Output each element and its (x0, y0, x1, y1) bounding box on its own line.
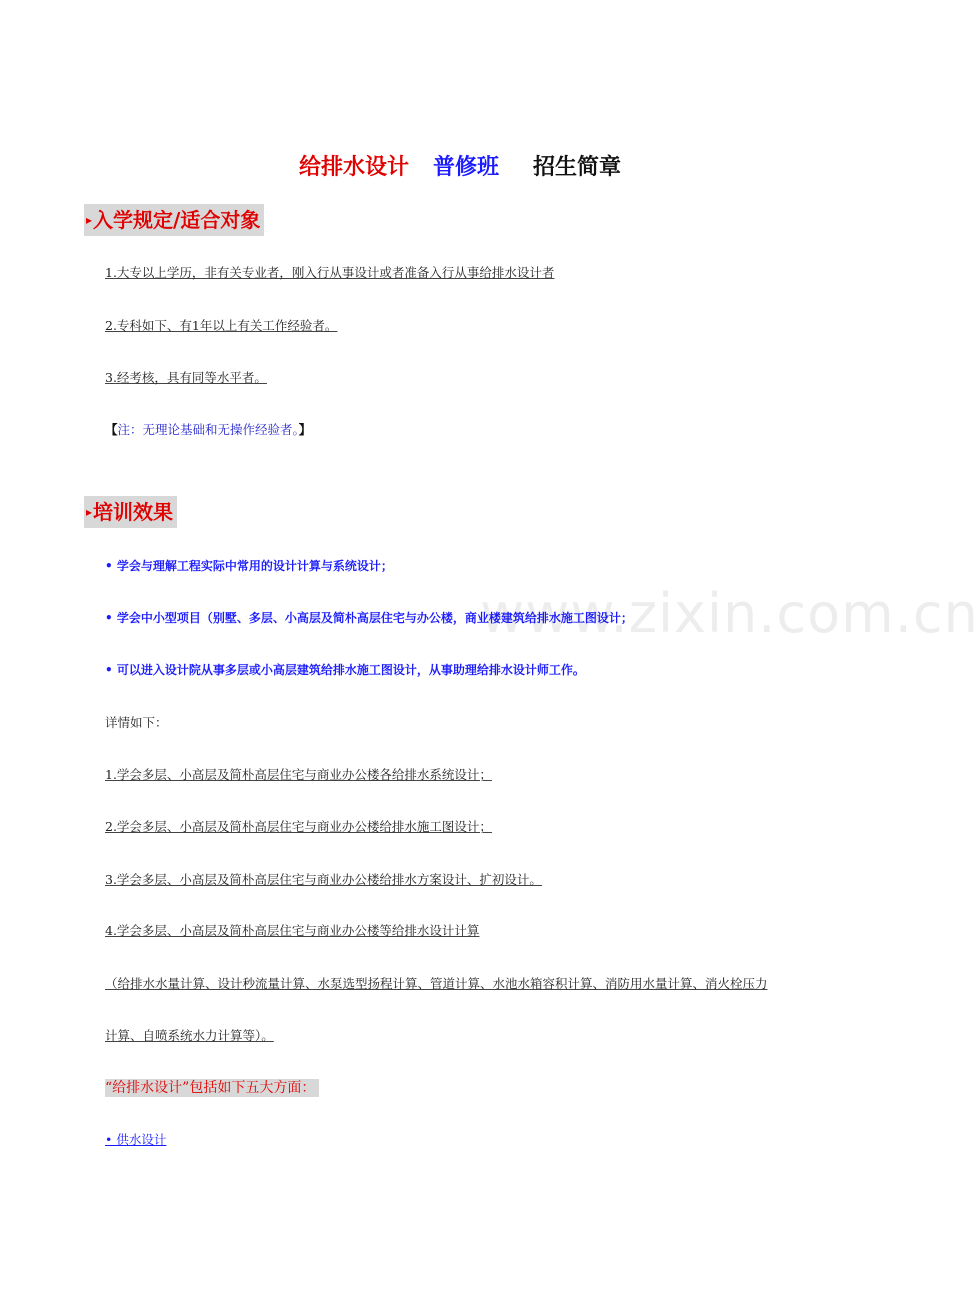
triangle-marker-icon: ▸ (86, 505, 93, 519)
note-text: 注：无理论基础和无操作经验者。 (117, 422, 299, 437)
five-aspects-callout (105, 1079, 319, 1097)
section-heading-effects (84, 496, 177, 528)
section-heading-label: 培训效果 (93, 500, 174, 524)
section-heading-label: 入学规定/适合对象 (93, 208, 261, 232)
title-part-3: 招生简章 (533, 155, 622, 180)
detail-item-4: 4.学会多层、小高层及简朴高层住宅与商业办公楼等给排水设计计算 (105, 923, 480, 938)
effect-bullet-1: • 学会与理解工程实际中常用的设计计算与系统设计； (105, 559, 393, 573)
admission-item-1: 1.大专以上学历，非有关专业者，刚入行从事设计或者准备入行从事给排水设计者 (105, 265, 555, 280)
section-heading-admission (84, 204, 264, 236)
calc-detail-line-1: （给排水水量计算、设计秒流量计算、水泵选型扬程计算、管道计算、水池水箱容积计算、消防用水量计算、消火栓压力 (105, 976, 768, 991)
detail-item-2: 2.学会多层、小高层及简朴高层住宅与商业办公楼给排水施工图设计； (105, 819, 492, 834)
admission-item-2: 2.专科如下、有1年以上有关工作经验者。 (105, 318, 338, 333)
calc-detail-line-2: 计算、自喷系统水力计算等）。 (105, 1028, 274, 1043)
details-label: 详情如下： (105, 715, 168, 730)
title-part-2: 普修班 (432, 155, 499, 180)
detail-item-1: 1.学会多层、小高层及简朴高层住宅与商业办公楼各给排水系统设计； (105, 767, 492, 782)
admission-note (105, 421, 311, 439)
effect-bullet-3: • 可以进入设计院从事多层或小高层建筑给排水施工图设计，从事助理给排水设计师工作。 (105, 663, 585, 677)
watermark: www.zixin.com.cn (480, 582, 979, 645)
note-bracket-close: 】 (298, 422, 312, 437)
detail-item-3: 3.学会多层、小高层及简朴高层住宅与商业办公楼给排水方案设计、扩初设计。 (105, 872, 542, 887)
highlight-text: “给排水设计”包括如下五大方面： (105, 1079, 319, 1097)
admission-item-3: 3.经考核，具有同等水平者。 (105, 370, 267, 385)
page-title (0, 150, 920, 181)
title-part-1: 给排水设计 (298, 155, 409, 180)
aspect-link-water-supply[interactable]: • 供水设计 (105, 1132, 167, 1147)
triangle-marker-icon: ▸ (86, 213, 93, 227)
note-bracket-open: 【 (105, 422, 118, 437)
effect-bullet-2: • 学会中小型项目（别墅、多层、小高层及简朴高层住宅与办公楼，商业楼建筑给排水施工图设计； (105, 611, 633, 625)
aspect-item-1[interactable] (105, 1131, 166, 1149)
